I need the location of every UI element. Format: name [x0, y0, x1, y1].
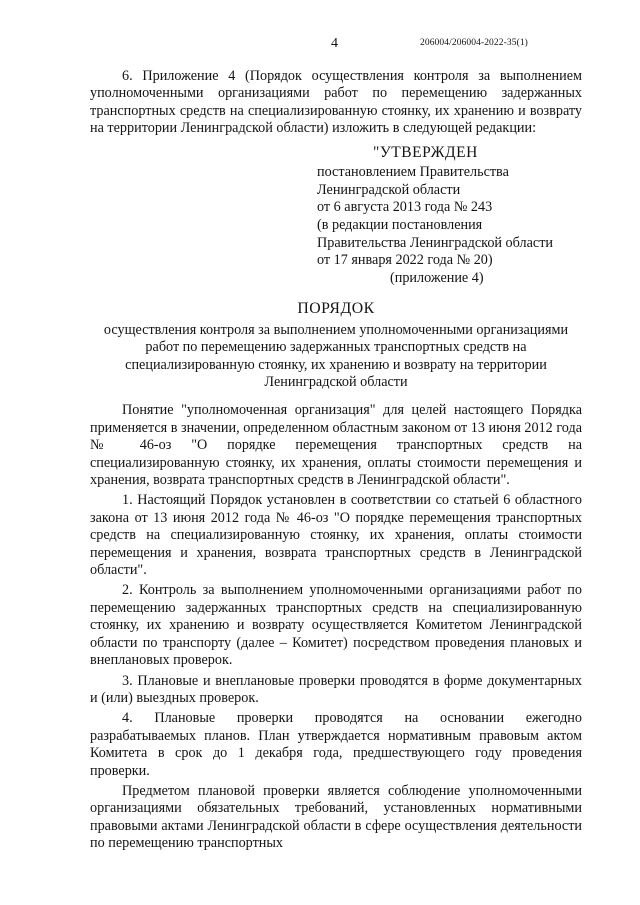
document-body	[90, 68, 582, 853]
approval-line: (приложение 4)	[390, 269, 484, 286]
body-paragraph: 3. Плановые и внеплановые проверки проводятся в форме документарных и (или) выездных проверок.	[90, 672, 582, 706]
body-paragraph: Понятие "уполномоченная организация" для целей настоящего Порядка применяется в значении, определенном областным законом от 13 июня 2012 года № 46-оз "О порядке перемещения транспортных средств на специализированную стоянку, их хранения, оплаты стоимости перемещения и хранения, возврата транспортных средств в Ленинградской области".	[90, 402, 582, 489]
intro-paragraph: 6. Приложение 4 (Порядок осуществления контроля за выполнением уполномоченными организациями работ по перемещению задержанных транспортных средств на специализированную стоянку, их хранению и возврату на территории Ленинградской области) изложить в следующей редакции:	[90, 68, 582, 137]
approval-block	[317, 144, 582, 288]
approval-line: от 6 августа 2013 года № 243	[317, 199, 493, 216]
page-number: 4	[331, 36, 338, 51]
document-reference: 206004/206004-2022-35(1)	[420, 38, 528, 48]
body-paragraph: 1. Настоящий Порядок установлен в соответствии со статьей 6 областного закона от 13 июня 2012 года № 46-оз "О порядке перемещения транспортных средств на специализированную стоянку, их хранения, оплаты стоимости перемещения и хранения, возврата транспортных средств в Ленинградской области".	[90, 492, 582, 579]
document-subtitle: осуществления контроля за выполнением уполномоченными организациями работ по перемещению задержанных транспортных средств на специализированную стоянку, их хранению и возврату на территории Ленинградской области	[103, 321, 569, 390]
approval-heading: "УТВЕРЖДЕН	[373, 143, 478, 161]
approval-line: (в редакции постановления	[317, 217, 483, 233]
body-paragraph: 4. Плановые проверки проводятся на основании ежегодно разрабатываемых планов. План утверждается нормативным правовым актом Комитета в срок до 1 декабря года, предшествующего году проведения проверки.	[90, 710, 582, 779]
body-paragraph: Предметом плановой проверки является соблюдение уполномоченными организациями обязательных требований, установленных нормативными правовыми актами Ленинградской области в сфере осуществления деятельности по перемещению транспортных	[90, 782, 582, 852]
approval-line: постановлением Правительства	[317, 164, 509, 181]
body-paragraph: 2. Контроль за выполнением уполномоченными организациями работ по перемещению задержанных транспортных средств на специализированную стоянку, их хранению и возврату осуществляется Комитетом Ленинградской области по транспорту (далее – Комитет) посредством проведения плановых и внеплановых проверок.	[90, 582, 582, 669]
approval-line: Правительства Ленинградской области	[317, 234, 553, 251]
approval-line: Ленинградской области	[317, 181, 461, 198]
approval-line: от 17 января 2022 года № 20)	[317, 252, 493, 269]
document-title: ПОРЯДОК	[297, 300, 375, 318]
